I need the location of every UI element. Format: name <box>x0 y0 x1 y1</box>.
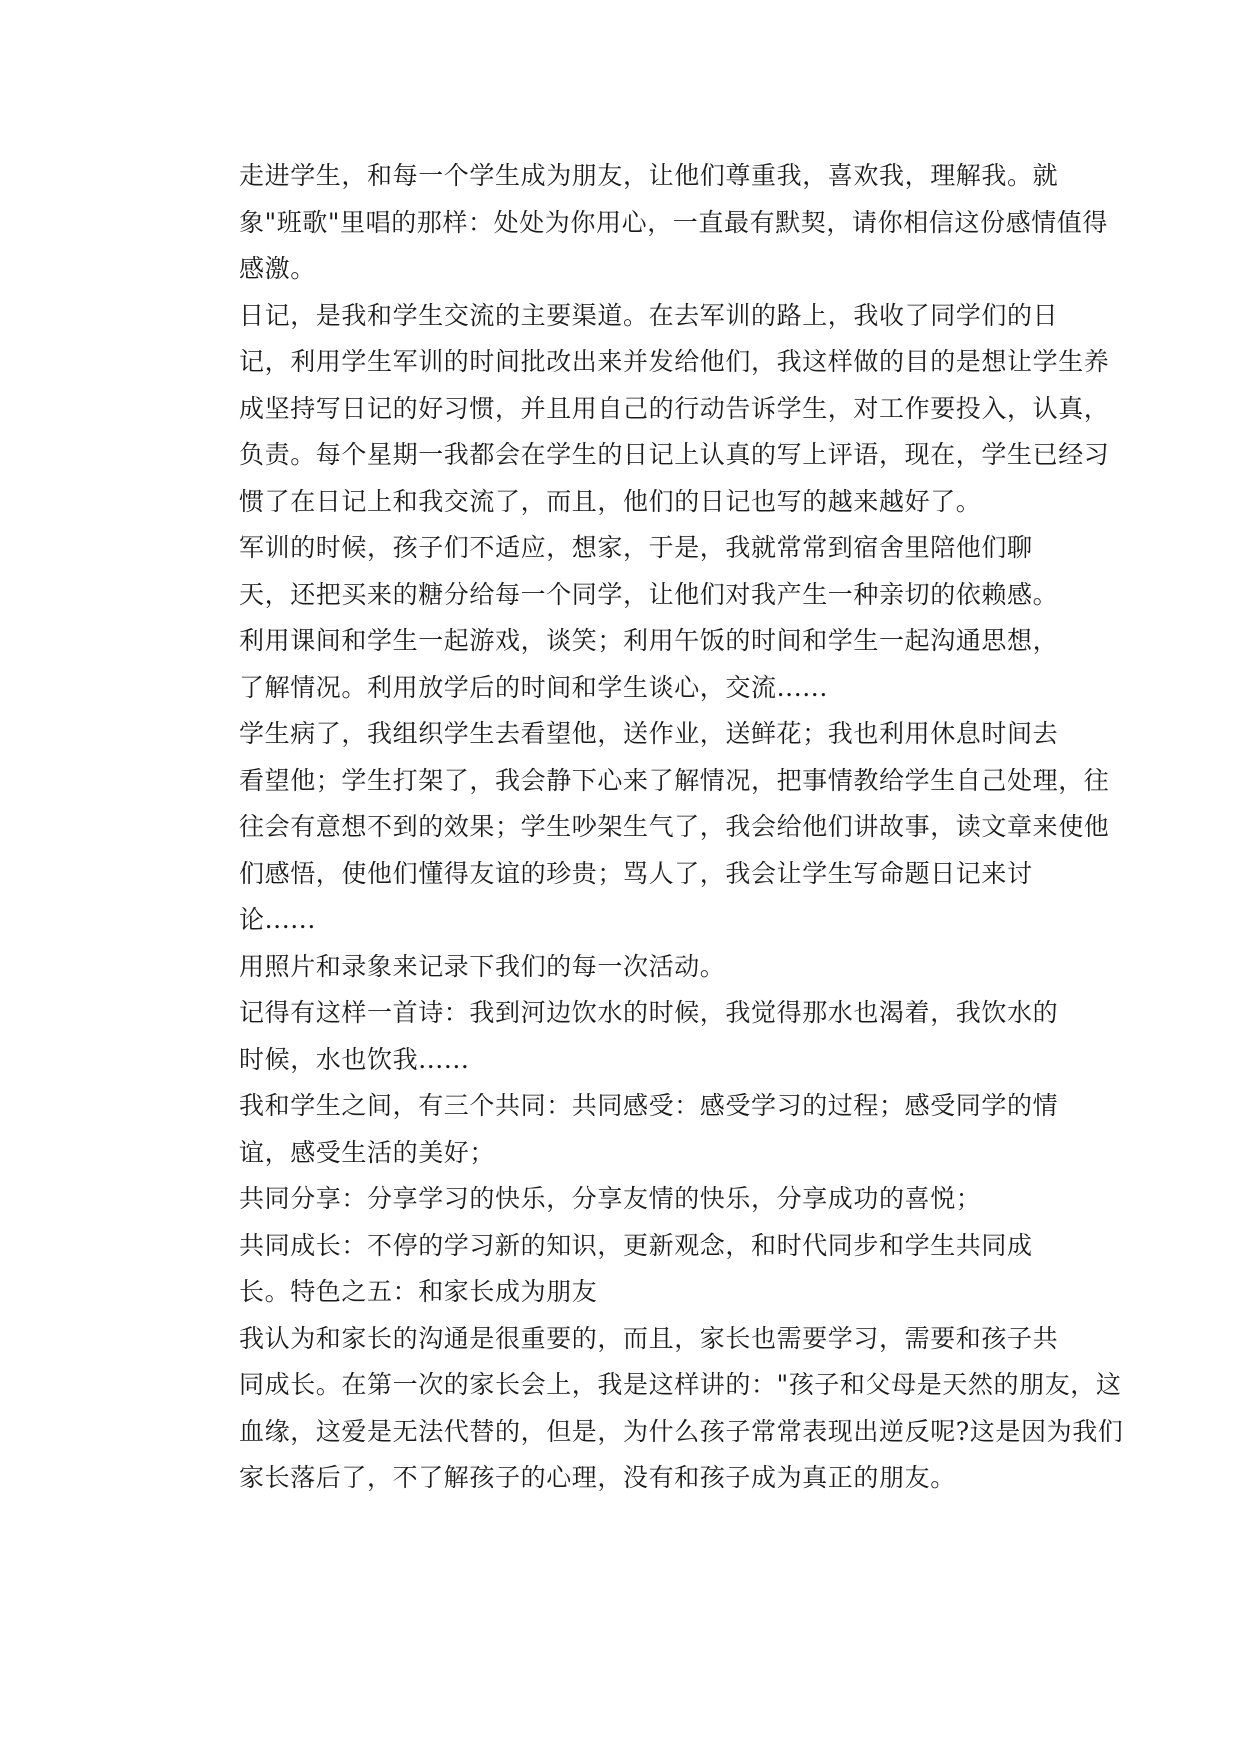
text-line: 我认为和家长的沟通是很重要的，而且，家长也需要学习，需要和孩子共 <box>239 1323 1059 1353</box>
paragraph <box>189 293 1110 526</box>
text-line: 同成长。在第一次的家长会上，我是这样讲的："孩子和父母是天然的朋友，这 <box>239 1370 1122 1399</box>
text-line: 论...... <box>239 905 316 934</box>
paragraph <box>189 1176 1051 1223</box>
paragraph <box>189 618 1059 711</box>
document-body <box>189 153 1124 1502</box>
text-line: 学生病了，我组织学生去看望他，送作业，送鲜花；我也利用休息时间去 <box>239 719 1059 748</box>
text-line: 我和学生之间，有三个共同：共同感受：感受学习的过程；感受同学的情 <box>239 1091 1059 1120</box>
text-line: 感激。 <box>239 254 316 283</box>
text-line: 惯了在日记上和我交流了，而且，他们的日记也写的越来越好了。 <box>239 486 982 516</box>
text-line: 成坚持写日记的好习惯，并且用自己的行动告诉学生，对工作要投入，认真， <box>239 393 1110 423</box>
paragraph <box>189 1316 1124 1502</box>
text-line: 血缘，这爱是无法代替的，但是，为什么孩子常常表现出逆反呢?这是因为我们 <box>239 1416 1124 1446</box>
text-line: 共同分享：分享学习的快乐，分享友情的快乐，分享成功的喜悦； <box>239 1184 982 1213</box>
text-line: 往会有意想不到的效果；学生吵架生气了，我会给他们讲故事，读文章来使他 <box>239 812 1110 841</box>
text-line: 长。特色之五：和家长成为朋友 <box>239 1277 598 1306</box>
paragraph <box>189 153 1109 293</box>
text-line: 了解情况。利用放学后的时间和学生谈心，交流...... <box>239 672 828 702</box>
paragraph <box>189 711 1110 944</box>
paragraph <box>189 1083 1059 1176</box>
text-line: 用照片和录象来记录下我们的每一次活动。 <box>239 951 726 981</box>
text-line: 走进学生，和每一个学生成为朋友，让他们尊重我，喜欢我，理解我。就 <box>239 161 1059 190</box>
text-line: 日记，是我和学生交流的主要渠道。在去军训的路上，我收了同学们的日 <box>239 300 1059 330</box>
text-line: 共同成长：不停的学习新的知识，更新观念，和时代同步和学生共同成 <box>239 1230 1033 1260</box>
text-line: 利用课间和学生一起游戏，谈笑；利用午饭的时间和学生一起沟通思想， <box>239 626 1059 655</box>
text-line: 天，还把买来的糖分给每一个同学，让他们对我产生一种亲切的依赖感。 <box>239 579 1059 609</box>
text-line: 家长落后了，不了解孩子的心理，没有和孩子成为真正的朋友。 <box>239 1463 956 1492</box>
text-line: 看望他；学生打架了，我会静下心来了解情况，把事情教给学生自己处理，往 <box>239 765 1110 795</box>
text-line: 们感悟，使他们懂得友谊的珍贵；骂人了，我会让学生写命题日记来讨 <box>239 858 1033 888</box>
text-line: 记，利用学生军训的时间批改出来并发给他们，我这样做的目的是想让学生养 <box>239 347 1110 376</box>
paragraph <box>189 525 1059 618</box>
paragraph <box>189 1223 1051 1316</box>
text-line: 军训的时候，孩子们不适应，想家，于是，我就常常到宿舍里陪他们聊 <box>239 533 1033 562</box>
text-line: 负责。每个星期一我都会在学生的日记上认真的写上评语，现在，学生已经习 <box>239 440 1110 469</box>
text-line: 时候，水也饮我...... <box>239 1044 470 1074</box>
paragraph <box>189 990 1059 1083</box>
text-line: 象"班歌"里唱的那样：处处为你用心，一直最有默契，请你相信这份感情值得 <box>239 207 1109 237</box>
text-line: 谊，感受生活的美好； <box>239 1137 496 1167</box>
text-line: 记得有这样一首诗：我到河边饮水的时候，我觉得那水也渴着，我饮水的 <box>239 998 1059 1027</box>
paragraph <box>189 944 1051 991</box>
